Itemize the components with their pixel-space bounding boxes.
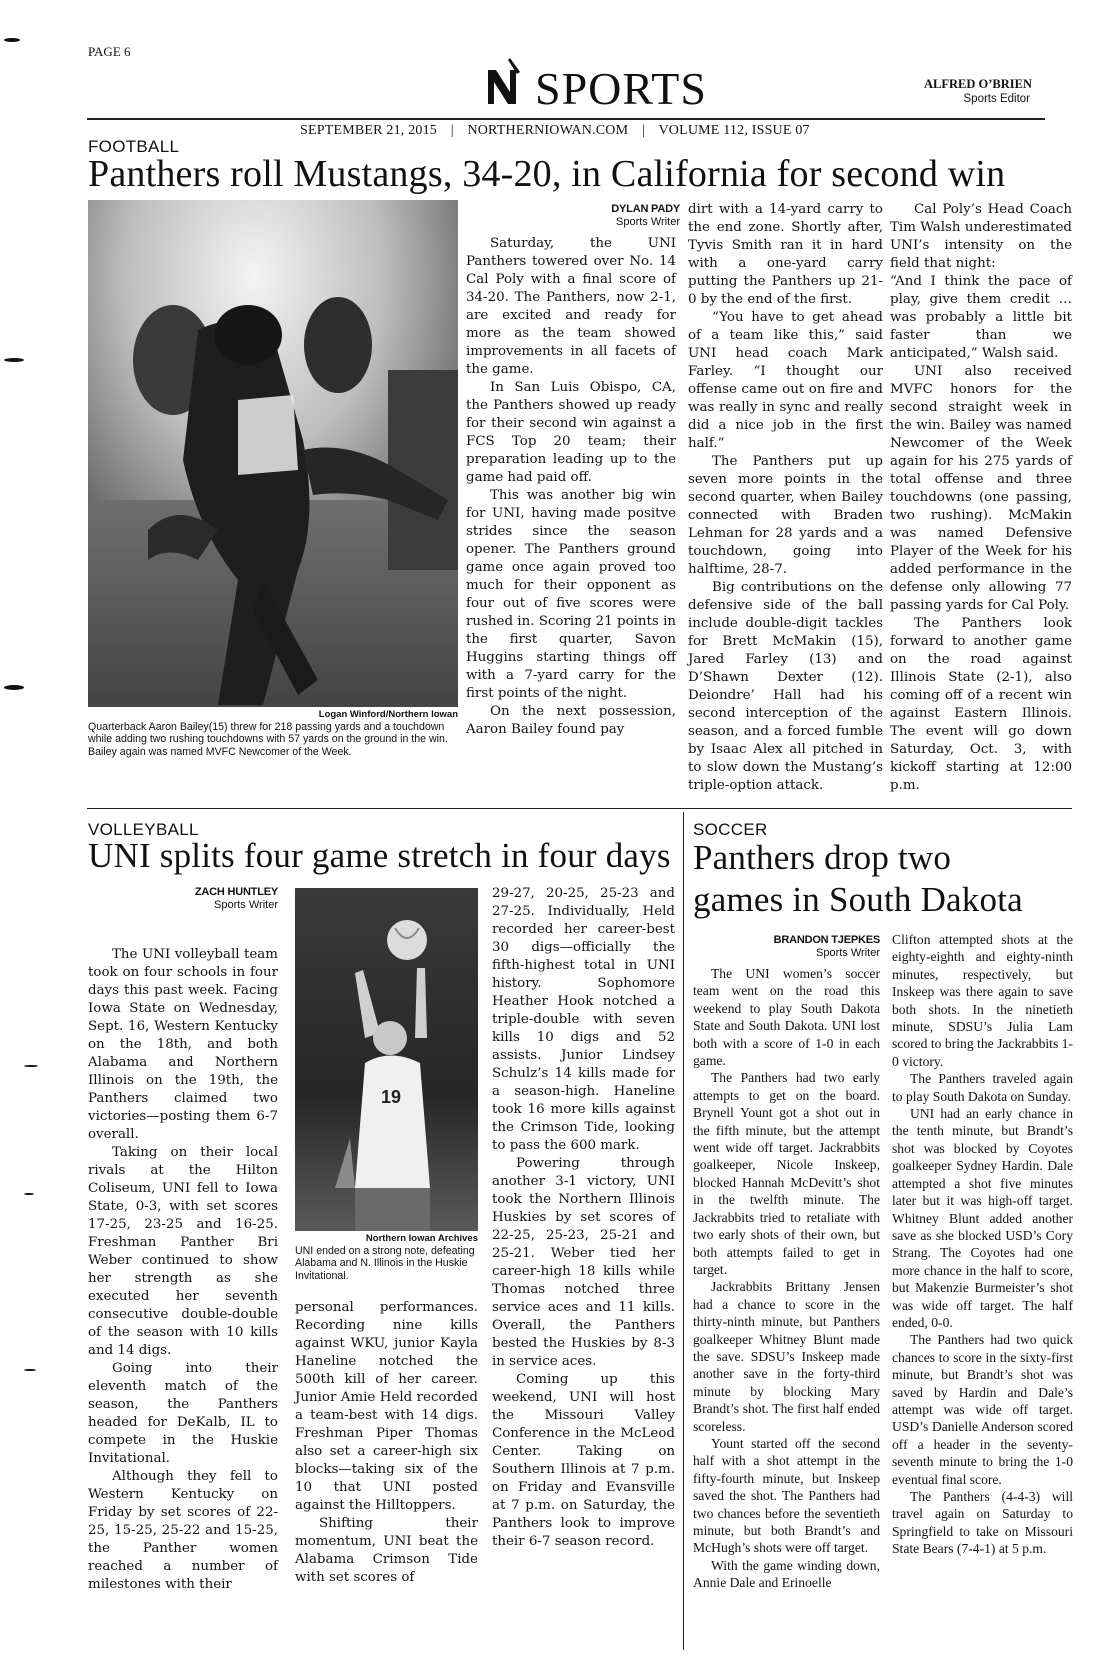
- football-paragraph: This was another big win for UNI, having made positve strides since the season opener. The Panthers ground game once again proved too much for their opponent as four out of five scores were rushed in. Scoring 21 points in the first quarter, Savon Huggins starting things off with a 7-yard carry for the first points of the night.: [466, 488, 676, 701]
- jersey-number: 19: [381, 1087, 402, 1107]
- volleyball-paragraph: Coming up this weekend, UNI will host the Missouri Valley Conference in the McLeod Center. Taking on Southern Illinois at 7 p.m. on Friday and Evansville at 7 p.m. on Saturday, the Panthers look to improve their 6-7 season record.: [492, 1372, 675, 1549]
- volleyball-column-2: [295, 1299, 478, 1649]
- football-paragraph: Cal Poly’s Head Coach Tim Walsh underestimated UNI’s intensity on the field that night:: [890, 202, 1072, 271]
- scan-mark: [4, 685, 24, 690]
- scan-mark: [24, 1193, 34, 1195]
- football-paragraph: Saturday, the UNI Panthers towered over No. 14 Cal Poly with a final score of 34-20. The Panthers, now 2-1, are excited and ready for more as the team showed improvements in all facets of the game.: [466, 236, 676, 377]
- soccer-section-label: SOCCER: [693, 820, 768, 839]
- volleyball-paragraph: personal performances. Recording nine kills against WKU, junior Kayla Haneline notched the 500th kill of her career. Junior Amie Held recorded a team-best with 14 digs. Freshman Piper Thomas also set a career-high six blocks—taking six of the 10 that UNI posted against the Hilltoppers.: [295, 1300, 478, 1513]
- volleyball-headline: UNI splits four game stretch in four days: [88, 836, 671, 875]
- soccer-paragraph: The Panthers traveled again to play South Dakota on Sunday.: [892, 1071, 1073, 1104]
- volleyball-paragraph: Although they fell to Western Kentucky on Friday by set scores of 22-25, 15-25, 25-22 and 15-25, the Panther women reached a number of milestones with their: [88, 1469, 278, 1592]
- logo-n-icon: [486, 54, 522, 106]
- northern-iowan-logo: [486, 54, 522, 106]
- football-player-image: [88, 200, 458, 707]
- soccer-author-role: Sports Writer: [816, 947, 880, 959]
- football-photo: [88, 200, 458, 707]
- soccer-paragraph: Jackrabbits Brittany Jensen had a chance to score in the thirty-ninth minute, but Panthers goalkeeper Whitney Blunt made the save. SDSU’s Inskeep made another save in the forty-third minute by blocking Mary Brandt’s shot. The first half ended scoreless.: [693, 1279, 880, 1434]
- volleyball-photo-credit: Northern Iowan Archives: [365, 1233, 478, 1244]
- football-column-3: [890, 201, 1072, 793]
- volleyball-photo-caption: UNI ended on a strong note, defeating Alabama and N. Illinois in the Huskie Invitational.: [295, 1245, 475, 1282]
- volume-issue: VOLUME 112, ISSUE 07: [658, 123, 810, 138]
- soccer-headline-line-2: games in South Dakota: [693, 880, 1023, 919]
- soccer-paragraph: The Panthers (4-4-3) will travel again on Saturday to Springfield to take on Missouri State Bears (7-4-1) at 5 p.m.: [892, 1489, 1073, 1557]
- football-photo-caption: Quarterback Aaron Bailey(15) threw for 218 passing yards and a touchdown while adding two rushing touchdowns with 57 yards on the ground in the win. Bailey again was named MVFC Newcomer of the Week.: [88, 721, 448, 758]
- dateline-separator: |: [641, 123, 645, 138]
- volleyball-author-role: Sports Writer: [214, 899, 278, 911]
- volleyball-author: ZACH HUNTLEY: [194, 886, 278, 898]
- football-author-role: Sports Writer: [616, 216, 680, 228]
- football-section-label: FOOTBALL: [88, 137, 180, 156]
- football-paragraph: “You have to get ahead of a team like this,” said UNI head coach Mark Farley. “I thought our offense came out on fire and was really in sync and really did a nice job in the first half.”: [688, 310, 883, 451]
- volleyball-column-1: [88, 946, 278, 1646]
- volleyball-paragraph: Going into their eleventh match of the season, the Panthers headed for DeKalb, IL to compete in the Huskie Invitational.: [88, 1361, 278, 1466]
- football-column-1: [466, 235, 676, 775]
- volleyball-section-label: VOLLEYBALL: [88, 820, 199, 839]
- football-paragraph: The Panthers put up seven more points in the second quarter, when Bailey connected with Braden Lehman for 28 yards and a touchdown, going into halftime, 28-7.: [688, 454, 883, 577]
- dateline-separator: |: [450, 123, 454, 138]
- volleyball-paragraph: The UNI volleyball team took on four schools in four days this past week. Facing Iowa State on Wednesday, Sept. 16, Western Kentucky on the 18th, and both Alabama and Northern Illinois on the 19th, the Panthers claimed two victories—posting them 6-7 overall.: [88, 947, 278, 1142]
- soccer-paragraph: Yount started off the second half with a shot attempt in the fifty-fourth minute, but Inskeep saved the shot. The Panthers had two chances before the seventieth minute, but both Brandt’s and McHugh’s shots were off target.: [693, 1435, 880, 1556]
- volleyball-paragraph: 29-27, 20-25, 25-23 and 27-25. Individually, Held recorded her career-best 30 digs—officially the fifth-highest total in UNI history. Sophomore Heather Hook notched a triple-double with seven kills 10 digs and 52 assists. Junior Lindsey Schulz’s 14 kills made for a season-high. Haneline took 16 more kills against the Crimson Tide, looking to pass the 600 mark.: [492, 886, 675, 1153]
- football-paragraph: The Panthers look forward to another game on the road against Illinois State (2-1), also coming off of a recent win against Eastern Illinois. The event will go down Saturday, Oct. 3, with kickoff starting at 12:00 p.m.: [890, 616, 1072, 793]
- soccer-paragraph: With the game winding down, Annie Dale and Erinoelle: [693, 1557, 880, 1591]
- scan-mark: [4, 358, 24, 362]
- soccer-column-1: [693, 965, 880, 1655]
- soccer-column-2: [892, 931, 1073, 1651]
- soccer-byline: [745, 934, 880, 960]
- football-paragraph: UNI also received MVFC honors for the second straight week in the win. Bailey was named Newcomer of the Week again for his 275 yards of total offense and three touchdowns (one passing, two rushing). McMakin was named Defensive Player of the Week for his added performance in the defense only allowing 77 passing yards for Cal Poly.: [890, 364, 1072, 613]
- section-divider: [87, 808, 1072, 809]
- dateline: [300, 123, 860, 139]
- volleyball-byline: [160, 886, 278, 912]
- football-paragraph: Big contributions on the defensive side of the ball include double-digit tackles for Brett McMakin (15), Jared Farley (13) and D’Shawn Dexter (12). Deiondre’ Hall had his second interception of the season, and a forced fumble by Isaac Alex all pitched in to slow down the Mustang’s triple-option attack.: [688, 580, 883, 793]
- football-photo-credit: Logan Winford/Northern Iowan: [318, 709, 458, 720]
- soccer-paragraph: Clifton attempted shots at the eighty-eighth and eighty-ninth minutes, respectively, but Inskeep was there again to save both shots. In the ninetieth minute, SDSU’s Julia Lam scored to bring the Jackrabbits 1-0 victory.: [892, 932, 1073, 1069]
- soccer-paragraph: The Panthers had two early attempts to get on the board. Brynell Yount got a shot out in the fifth minute, but the attempt went wide off target. Jackrabbits goalkeeper, Nicole Inskeep, blocked Hannah McDevitt’s shot in the twelfth minute. The Jackrabbits tried to retaliate with two early shots of their own, but both attempts failed to get in target.: [693, 1070, 880, 1277]
- soccer-paragraph: UNI had an early chance in the tenth minute, but Brandt’s shot was blocked by Coyotes goalkeeper Sydney Hardin. Dale attempted a shot five minutes later but it was high-off target. Whitney Blunt added another save as she blocked USD’s Cory Strang. The Coyotes had one more chance in the half to score, but Makenzie Burmeister’s shot was wide off target. The half ended, 0-0.: [892, 1106, 1073, 1330]
- website[interactable]: NORTHERNIOWAN.COM: [467, 123, 629, 138]
- soccer-headline-line-1: Panthers drop two: [693, 838, 952, 877]
- football-paragraph: “And I think the pace of play, give them credit … was probably a little bit faster than we anticipated,” Walsh said.: [890, 274, 1072, 361]
- soccer-author: BRANDON TJEPKES: [773, 934, 880, 946]
- volleyball-photo: [295, 888, 478, 1231]
- volleyball-paragraph: Taking on their local rivals at the Hilton Coliseum, UNI fell to Iowa State, 0-3, with set scores 17-25, 23-25 and 16-25. Freshman Panther Bri Weber continued to show her strength as she executed her seventh consecutive double-double of the season with 10 kills and 14 digs.: [88, 1145, 278, 1358]
- soccer-paragraph: The UNI women’s soccer team went on the road this weekend to play South Dakota State and South Dakota. UNI lost both with a score of 1-0 in each game.: [693, 966, 880, 1069]
- volleyball-paragraph: Shifting their momentum, UNI beat the Alabama Crimson Tide with set scores of: [295, 1516, 478, 1585]
- football-column-2: [688, 201, 883, 793]
- editor-role: Sports Editor: [963, 93, 1030, 105]
- football-author: DYLAN PADY: [611, 203, 680, 215]
- football-paragraph: On the next possession, Aaron Bailey found pay: [466, 704, 676, 737]
- column-divider: [683, 812, 684, 1650]
- page-number: PAGE 6: [88, 44, 131, 59]
- volleyball-player-image: [295, 888, 478, 1231]
- scan-mark: [24, 1065, 38, 1067]
- editor-name: ALFRED O’BRIEN: [924, 77, 1032, 91]
- football-headline: Panthers roll Mustangs, 34-20, in California for second win: [88, 153, 1006, 195]
- scan-mark: [4, 38, 20, 42]
- header-rule: [87, 118, 1045, 120]
- issue-date: SEPTEMBER 21, 2015: [300, 123, 438, 138]
- section-title: SPORTS: [535, 63, 707, 114]
- football-paragraph: dirt with a 14-yard carry to the end zone. Shortly after, Tyvis Smith ran it in hard with a one-yard carry putting the Panthers up 21-0 by the end of the first.: [688, 202, 883, 307]
- scan-mark: [24, 1369, 36, 1371]
- soccer-paragraph: The Panthers had two quick chances to score in the sixty-first minute, but Brandt’s shot was saved by Hardin and Dale’s attempt was wide off target. USD’s Danielle Anderson scored off a header in the seventy-seventh minute to bring the 1-0 eventual final score.: [892, 1332, 1073, 1487]
- football-paragraph: In San Luis Obispo, CA, the Panthers showed up ready for their second win against a FCS Top 20 team; their preparation leading up to the game had paid off.: [466, 380, 676, 485]
- volleyball-paragraph: Powering through another 3-1 victory, UNI took the Northern Illinois Huskies by set scores of 22-25, 25-23, 25-21 and 25-21. Weber tied her career-high 18 kills while Thomas notched three service aces and 11 kills. Overall, the Panthers bested the Huskies by 8-3 in service aces.: [492, 1156, 675, 1369]
- volleyball-column-3: [492, 885, 675, 1650]
- football-byline: [560, 203, 680, 229]
